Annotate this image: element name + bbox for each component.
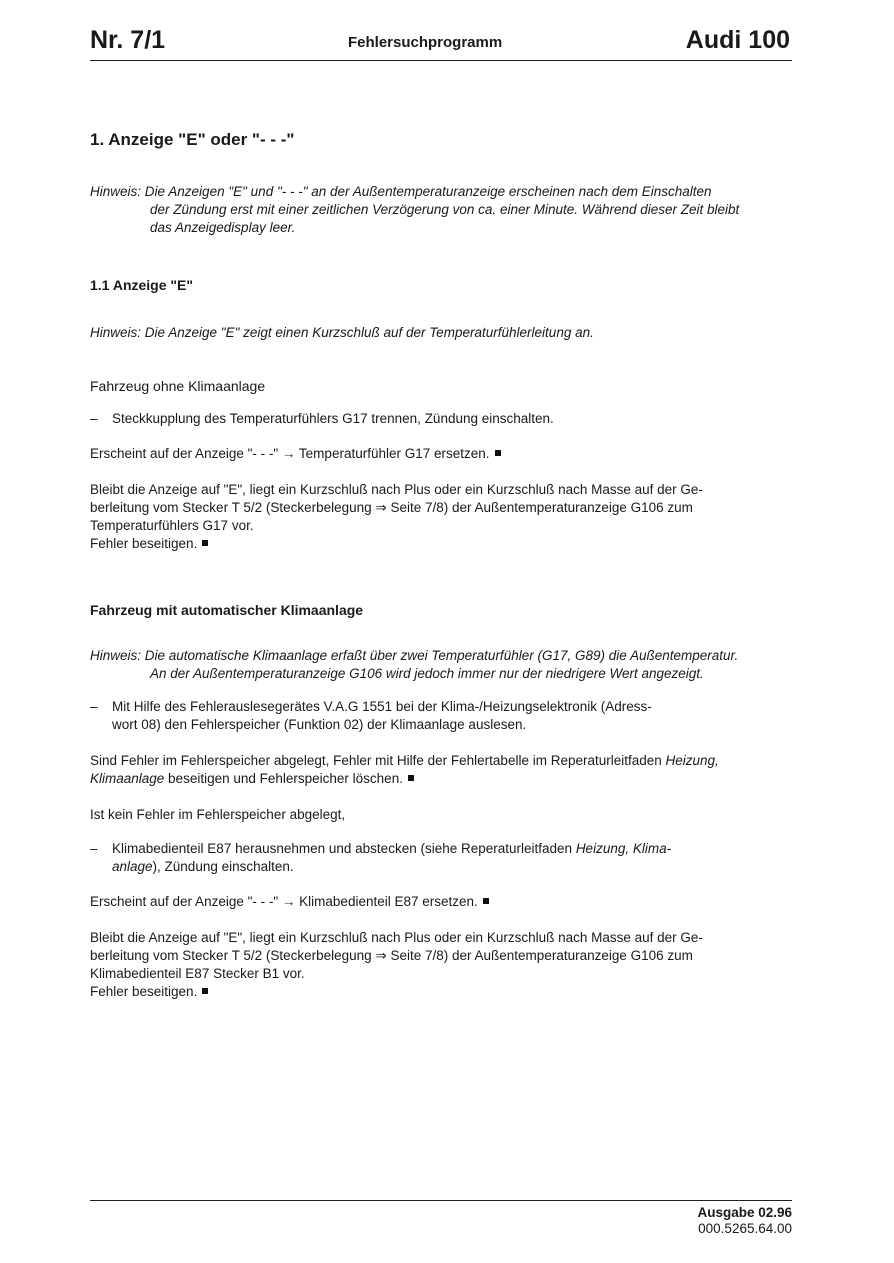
no-ac-step-1 (90, 410, 800, 428)
list-dash: – (90, 841, 98, 856)
auto-ac-step-2 (90, 840, 800, 876)
hint-label: Hinweis: (90, 184, 142, 199)
section-1-title: 1. Anzeige "E" oder "- - -" (90, 130, 295, 149)
edition-label: Ausgabe 02.96 (697, 1205, 792, 1220)
program-title: Fehlersuchprogramm (348, 34, 503, 51)
page-header (90, 26, 790, 60)
auto-ac-title: Fahrzeug mit automatischer Klimaanlage (90, 602, 364, 618)
auto-ac-fix: Fehler beseitigen. (90, 984, 198, 999)
hint-line-2: der Zündung erst mit einer zeitlichen Verzögerung von ca. einer Minute. Während dieser Zeit bleibt (150, 202, 740, 217)
list-dash: – (90, 699, 98, 714)
auto-ac-result-text: Erscheint auf der Anzeige "- - -" → Klimabedienteil E87 ersetzen. (90, 894, 478, 909)
document-number: Nr. 7/1 (90, 26, 166, 54)
hint-line-1: Die Anzeigen "E" und "- - -" an der Außentemperaturanzeige erscheinen nach dem Einschalten (144, 184, 712, 199)
page-footer (697, 1205, 792, 1237)
part-number: 000.5265.64.00 (698, 1221, 792, 1236)
no-ac-fix: Fehler beseitigen. (90, 536, 198, 551)
auto-ac-hint (90, 647, 800, 683)
auto-ac-step-1-line-1: Mit Hilfe des Fehlerauslesegerätes V.A.G 1551 bei der Klima-/Heizungselektronik (Adress- (112, 699, 652, 714)
end-square-icon (408, 775, 414, 781)
header-divider (90, 60, 792, 61)
auto-ac-stored (90, 752, 800, 788)
auto-ac-step-2-line-1: Klimabedienteil E87 herausnehmen und abstecken (siehe Reperaturleitfaden (112, 841, 576, 856)
auto-ac-step-2-line-2: ), Zündung einschalten. (152, 859, 294, 874)
auto-ac-step-1 (90, 698, 800, 734)
end-square-icon (483, 898, 489, 904)
list-dash: – (90, 411, 98, 426)
end-square-icon (202, 988, 208, 994)
section-1-1-hint: Hinweis: Die Anzeige "E" zeigt einen Kurzschluß auf der Temperaturfühlerleitung an. (90, 325, 594, 340)
auto-ac-stored-line-2: beseitigen und Fehlerspeicher löschen. (164, 771, 403, 786)
end-square-icon (202, 540, 208, 546)
auto-ac-remain-line-3: Klimabedienteil E87 Stecker B1 vor. (90, 966, 305, 981)
auto-ac-step-1-line-2: wort 08) den Fehlerspeicher (Funktion 02) der Klimaanlage auslesen. (112, 717, 527, 732)
vehicle-model: Audi 100 (685, 26, 790, 54)
auto-ac-step-2-italic-1: Heizung, Klima- (575, 841, 672, 856)
auto-ac-step-2-italic-2: anlage (112, 859, 153, 874)
no-ac-result-text: Erscheint auf der Anzeige "- - -" → Temperaturfühler G17 ersetzen. (90, 446, 490, 461)
no-ac-remain-line-3: Temperaturfühlers G17 vor. (90, 518, 254, 533)
no-ac-title: Fahrzeug ohne Klimaanlage (90, 378, 266, 394)
auto-ac-stored-italic-1: Heizung, (665, 753, 719, 768)
section-1-hint (90, 183, 800, 237)
section-1-1-title: 1.1 Anzeige "E" (90, 277, 194, 293)
auto-ac-remain-line-2: berleitung vom Stecker T 5/2 (Steckerbelegung ⇒ Seite 7/8) der Außentemperaturanzeige G106 zum (90, 948, 693, 963)
no-ac-remain (90, 481, 800, 553)
auto-ac-remain (90, 929, 800, 1001)
no-ac-step-1-text: Steckkupplung des Temperaturfühlers G17 trennen, Zündung einschalten. (112, 411, 554, 426)
footer-divider (90, 1200, 792, 1201)
auto-ac-hint-line-2: An der Außentemperaturanzeige G106 wird jedoch immer nur der niedrigere Wert angezeigt. (150, 666, 704, 681)
hint-line-3: das Anzeigedisplay leer. (150, 220, 296, 235)
auto-ac-hint-line-1: Hinweis: Die automatische Klimaanlage erfaßt über zwei Temperaturfühler (G17, G89) die Außentemperatur. (90, 648, 739, 663)
no-ac-result (90, 445, 800, 463)
auto-ac-stored-line-1: Sind Fehler im Fehlerspeicher abgelegt, Fehler mit Hilfe der Fehlertabelle im Reperaturleitfaden (90, 753, 666, 768)
auto-ac-none-stored: Ist kein Fehler im Fehlerspeicher abgelegt, (90, 807, 346, 822)
no-ac-remain-line-2: berleitung vom Stecker T 5/2 (Steckerbelegung ⇒ Seite 7/8) der Außentemperaturanzeige G106 zum (90, 500, 693, 515)
auto-ac-result (90, 893, 800, 911)
end-square-icon (495, 450, 501, 456)
auto-ac-stored-italic-2: Klimaanlage (90, 771, 165, 786)
auto-ac-remain-line-1: Bleibt die Anzeige auf "E", liegt ein Kurzschluß nach Plus oder ein Kurzschluß nach Masse auf der Ge- (90, 930, 703, 945)
no-ac-remain-line-1: Bleibt die Anzeige auf "E", liegt ein Kurzschluß nach Plus oder ein Kurzschluß nach Masse auf der Ge- (90, 482, 703, 497)
